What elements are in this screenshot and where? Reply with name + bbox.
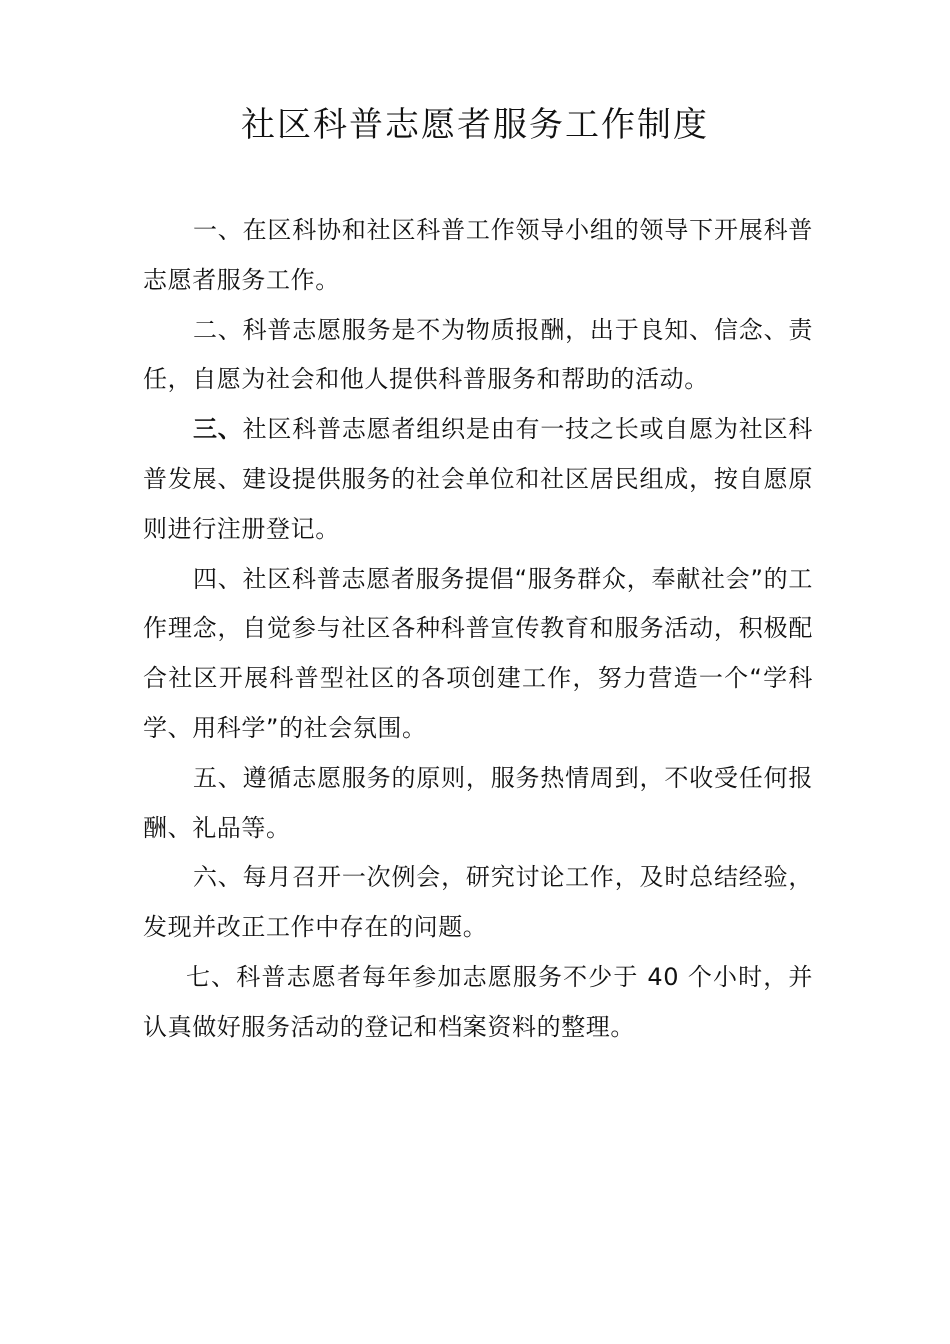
clause-text: 每月召开一次例会，研究讨论工作，及时总结经验，发现并改正工作中存在的问题。 bbox=[143, 863, 813, 942]
clause-3 bbox=[143, 405, 813, 554]
clause-text: 科普志愿者每年参加志愿服务不少于 40 个小时，并认真做好服务活动的登记和档案资料的整理。 bbox=[143, 962, 814, 1041]
clause-number: 七、 bbox=[186, 962, 237, 991]
clause-6 bbox=[143, 853, 813, 953]
clause-number: 六、 bbox=[193, 863, 243, 892]
clause-text: 在区科协和社区科普工作领导小组的领导下开展科普志愿者服务工作。 bbox=[143, 216, 813, 294]
document-title: 社区科普志愿者服务工作制度 bbox=[241, 105, 709, 145]
clause-4 bbox=[143, 555, 813, 754]
clause-number: 四、 bbox=[193, 564, 243, 593]
clause-number: 五、 bbox=[193, 763, 243, 792]
clause-7 bbox=[143, 953, 813, 1053]
clause-text: 社区科普志愿者服务提倡“服务群众，奉献社会”的工作理念，自觉参与社区各种科普宣传教育和服务活动，积极配合社区开展科普型社区的各项创建工作，努力营造一个“学科学、用科学”的社会氛围。 bbox=[143, 564, 813, 742]
clause-text: 社区科普志愿者组织是由有一技之长或自愿为社区科普发展、建设提供服务的社会单位和社区居民组成，按自愿原则进行注册登记。 bbox=[143, 415, 813, 543]
clause-number: 一、 bbox=[193, 216, 243, 244]
clause-text: 科普志愿服务是不为物质报酬，出于良知、信念、责任，自愿为社会和他人提供科普服务和帮助的活动。 bbox=[143, 315, 813, 394]
clause-2 bbox=[143, 306, 813, 406]
clause-text: 遵循志愿服务的原则，服务热情周到，不收受任何报酬、礼品等。 bbox=[143, 763, 813, 842]
clause-1 bbox=[143, 206, 813, 306]
document-body bbox=[143, 206, 813, 1053]
clause-number: 三、 bbox=[193, 415, 243, 444]
clause-5 bbox=[143, 754, 813, 854]
clause-number: 二、 bbox=[193, 315, 243, 344]
